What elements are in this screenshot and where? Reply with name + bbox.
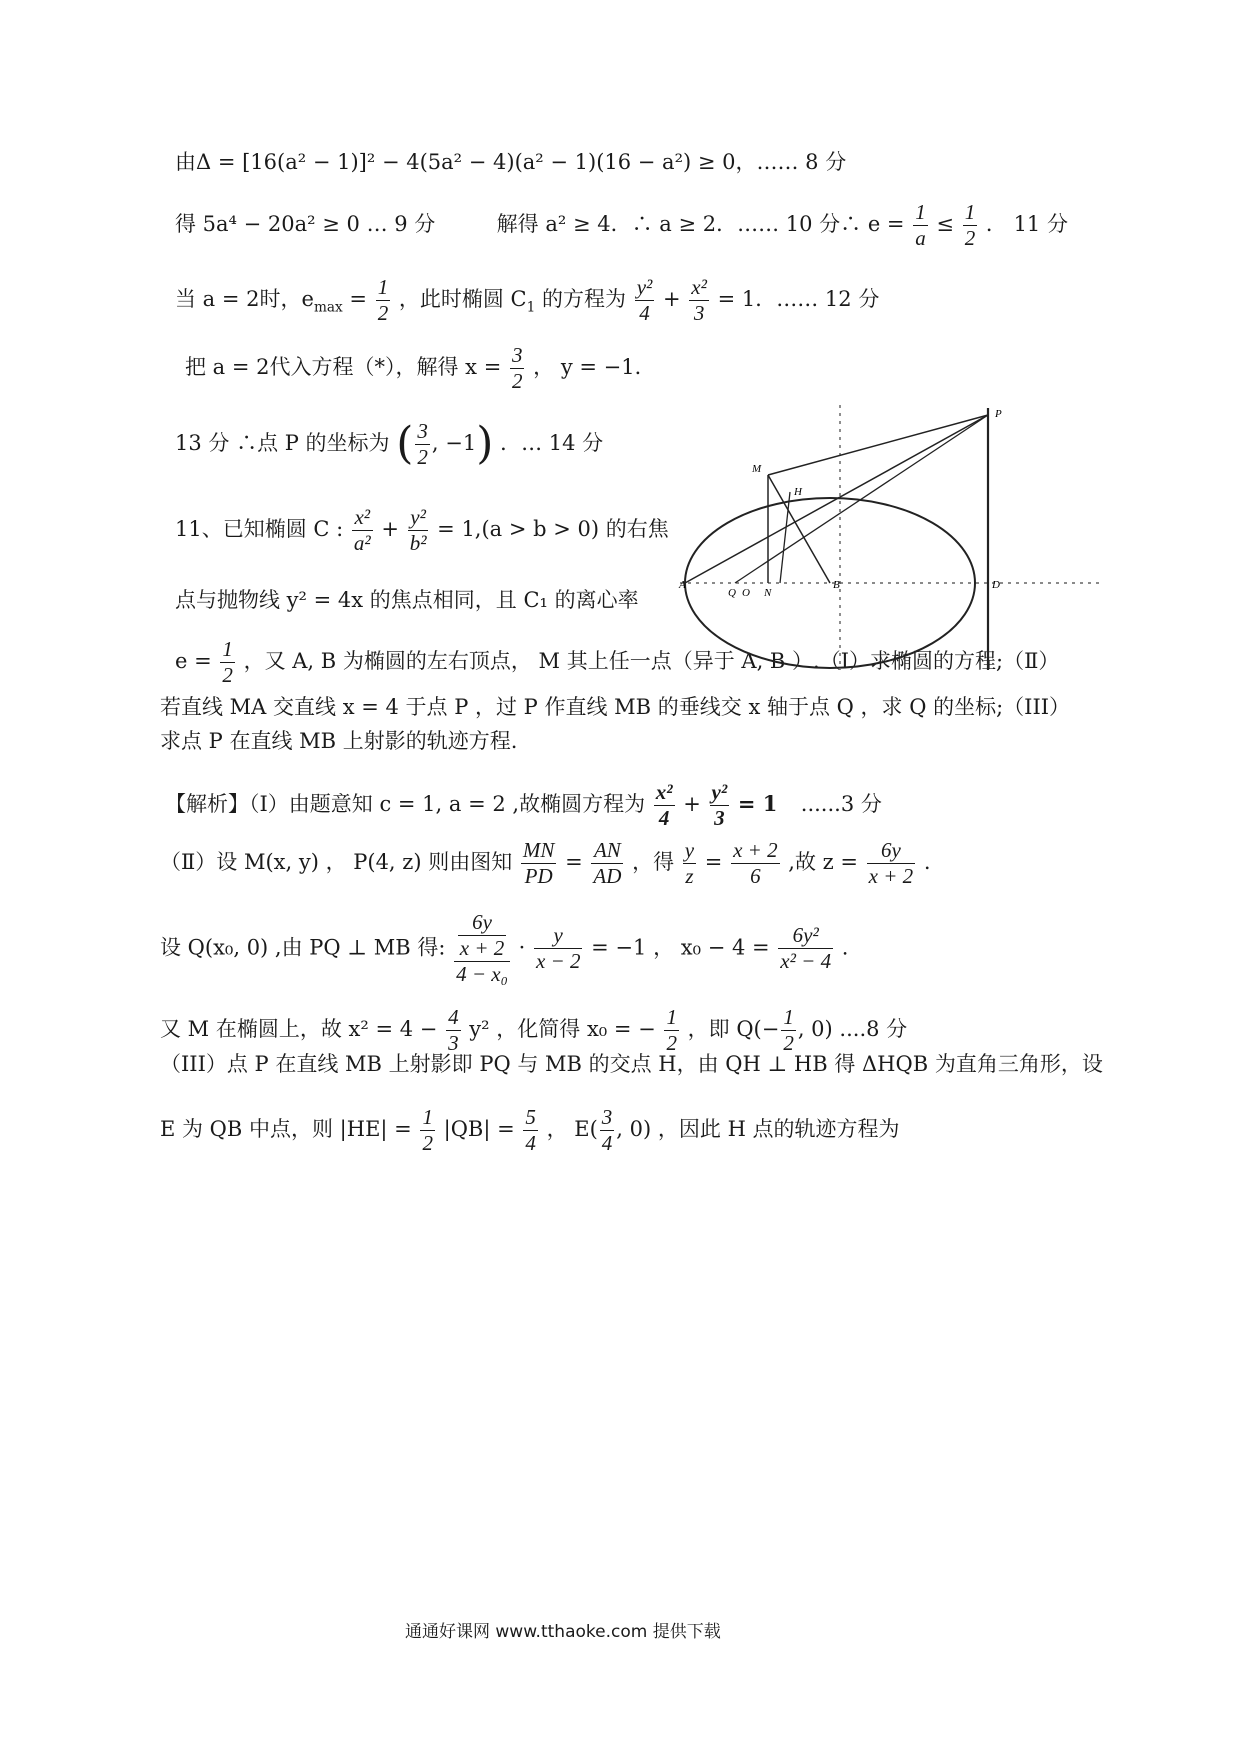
analysis-line-6 bbox=[160, 1105, 900, 1156]
fraction: $\frac{x + 2}{6}$ bbox=[733, 838, 778, 889]
fraction: $\frac{3}{2}$ bbox=[511, 343, 523, 394]
label-P: P bbox=[995, 408, 1002, 420]
label-H: H bbox=[794, 486, 802, 498]
line-text: ，此时椭圆 C bbox=[398, 287, 527, 312]
problem-11-line-2 bbox=[175, 588, 639, 613]
fraction: $\frac{\text{y²}}{3}$ bbox=[711, 780, 728, 831]
line-text: z = bbox=[822, 850, 858, 875]
fraction: $\frac{\text{x²}}{3}$ bbox=[691, 275, 707, 326]
fraction: $\frac{\text{x²}}{\text{a²}}$ bbox=[353, 505, 371, 556]
equals-sign: = bbox=[704, 850, 723, 875]
dot-operator: · bbox=[518, 935, 526, 960]
line-text: 求点 P 在直线 MB 上射影的轨迹方程. bbox=[160, 729, 518, 753]
fraction: $\frac{6y}{x + 2}$ bbox=[868, 838, 914, 889]
solution-line-4 bbox=[185, 343, 656, 394]
fraction: $\frac{\text{x²}}{4}$ bbox=[655, 780, 673, 831]
line-text: = 1 bbox=[737, 791, 778, 817]
line-text: ． 11 分 bbox=[985, 212, 1068, 237]
solution-line-1 bbox=[175, 150, 846, 175]
line-text: = 1,(a > b > 0) 的右焦 bbox=[437, 517, 669, 542]
line-text: e = bbox=[175, 649, 212, 674]
label-O: O bbox=[742, 587, 750, 599]
line-text: 点与抛物线 y² = 4x 的焦点相同，且 C₁ 的离心率 bbox=[175, 588, 639, 612]
fraction: $\frac{1}{2}$ bbox=[422, 1105, 433, 1156]
equals-sign: = bbox=[565, 850, 583, 875]
line-text: ， y = −1． bbox=[533, 355, 656, 380]
line-text: ，又 A, B 为椭圆的左右顶点， M 其上任一点（异于 A, B ）.（Ⅰ）求椭圆的方程;（Ⅱ） bbox=[243, 649, 1060, 674]
line-text: ,故 bbox=[788, 850, 816, 875]
line-text: ，即 bbox=[687, 1017, 730, 1042]
label-A: A bbox=[679, 579, 686, 591]
line-text: , 0) bbox=[797, 1017, 833, 1042]
analysis-line-4 bbox=[160, 1005, 907, 1056]
line-text: 的方程为 bbox=[542, 287, 626, 312]
analysis-line-5 bbox=[160, 1052, 1103, 1077]
analysis-line-2 bbox=[160, 838, 931, 889]
fraction: $\frac{\text{y²}}{4}$ bbox=[636, 275, 653, 326]
fraction: $\frac{4}{3}$ bbox=[448, 1005, 459, 1056]
line-text: 又 M 在椭圆上，故 bbox=[160, 1017, 342, 1042]
fraction: $\frac{1}{2}$ bbox=[222, 637, 233, 688]
problem-11-line-1 bbox=[175, 505, 669, 556]
label-Q: Q bbox=[728, 587, 736, 599]
score-note: ......3 分 bbox=[800, 792, 882, 817]
fraction: $\frac{\text{6y²}}{\text{x² − 4}}$ bbox=[780, 923, 832, 974]
line-text: x₀ = − bbox=[586, 1017, 656, 1042]
score-note: ....8 分 bbox=[839, 1017, 908, 1042]
period: . bbox=[923, 850, 931, 875]
problem-11-line-4 bbox=[160, 695, 1070, 720]
line-text: 若直线 MA 交直线 x = 4 于点 P ，过 P 作直线 MB 的垂线交 x 轴于点 Q ，求 Q 的坐标;（III） bbox=[160, 695, 1071, 719]
period: . bbox=[841, 935, 849, 960]
footer-credit bbox=[405, 1622, 721, 1642]
problem-11-line-5 bbox=[160, 729, 517, 754]
line-MP bbox=[768, 415, 988, 475]
line-text: 解得 a² ≥ 4．∴ a ≥ 2．…… 10 分∴ e = bbox=[496, 212, 905, 237]
line-text: E( bbox=[574, 1117, 598, 1142]
line-text: 把 a = 2代入方程（*），解得 x = bbox=[185, 355, 502, 380]
subscript: max bbox=[313, 299, 343, 316]
line-text: ，因此 H 点的轨迹方程为 bbox=[657, 1117, 900, 1142]
line-text: 13 分 ∴点 P 的坐标为 bbox=[175, 430, 390, 455]
fraction: $\frac{y}{x - 2}$ bbox=[535, 923, 581, 974]
line-text: |QB| = bbox=[443, 1117, 515, 1142]
line-text: 当 a = 2时，e bbox=[175, 287, 314, 312]
line-text: ，化简得 bbox=[496, 1017, 581, 1042]
fraction: $\frac{3}{2}$ bbox=[417, 418, 428, 469]
line-text: （III）点 P 在直线 MB 上射影即 PQ 与 MB 的交点 H，由 QH ⊥ HB 得 ΔHQB 为直角三角形，设 bbox=[160, 1052, 1103, 1076]
line-text: 11、已知椭圆 C : bbox=[175, 517, 344, 542]
left-paren: ( bbox=[396, 418, 414, 469]
line-text: 设 Q(x₀, 0) ,由 PQ ⊥ MB 得: bbox=[160, 935, 446, 960]
plus-sign: + bbox=[663, 287, 681, 312]
fraction: $\frac{\text{y²}}{\text{b²}}$ bbox=[409, 505, 427, 556]
footer-text: 通通好课网 www.tthaoke.com 提供下载 bbox=[405, 1622, 721, 1642]
analysis-line-3 bbox=[160, 910, 848, 988]
line-text: 【解析】（Ⅰ）由题意知 c = 1, a = 2 ,故椭圆方程为 bbox=[165, 792, 646, 817]
comma: ， bbox=[653, 935, 675, 960]
line-text: 由Δ = [16(a² − 1)]² − 4(5a² − 4)(a² − 1)(16 − a²) ≥ 0，…… 8 分 bbox=[175, 150, 847, 174]
fraction: $\frac{y}{z}$ bbox=[684, 838, 695, 889]
line-text: = 1．…… 12 分 bbox=[717, 287, 880, 312]
line-text: Q(− bbox=[736, 1017, 780, 1042]
line-text: ．… 14 分 bbox=[500, 430, 604, 455]
equals-sign: = bbox=[349, 287, 367, 312]
leq-sign: ≤ bbox=[936, 212, 955, 237]
compound-fraction: $\frac{\frac{6y}{x + 2}}{\text{4 − x₀}}$ bbox=[456, 910, 508, 987]
solution-line-5 bbox=[175, 418, 603, 471]
label-D: D bbox=[992, 579, 1000, 591]
plus-sign: + bbox=[381, 517, 399, 542]
line-text: y² bbox=[469, 1017, 490, 1042]
label-N: N bbox=[764, 587, 772, 599]
point-y: , −1 bbox=[431, 430, 477, 455]
label-M: M bbox=[752, 463, 762, 475]
fraction: $\frac{1}{2}$ bbox=[666, 1005, 677, 1056]
fraction: $\frac{5}{4}$ bbox=[525, 1105, 536, 1156]
line-text: x² = 4 − bbox=[348, 1017, 438, 1042]
analysis-line-1 bbox=[165, 780, 882, 831]
subscript: 1 bbox=[526, 299, 536, 316]
fraction: $\frac{1}{2}$ bbox=[377, 275, 389, 326]
label-B: B bbox=[833, 579, 840, 591]
line-text: 得 5a⁴ − 20a² ≥ 0 … 9 分 bbox=[175, 212, 436, 237]
line-text: = −1 bbox=[591, 935, 647, 960]
fraction: $\frac{AN}{AD}$ bbox=[593, 838, 622, 889]
line-text: （Ⅱ）设 M(x, y) ， P(4, z) 则由图知 bbox=[160, 850, 513, 875]
solution-line-2 bbox=[175, 200, 1068, 251]
right-paren: ) bbox=[476, 418, 494, 469]
fraction: $\frac{1}{a}$ bbox=[915, 200, 926, 251]
fraction: $\frac{1}{2}$ bbox=[783, 1005, 794, 1056]
plus-sign: + bbox=[683, 792, 701, 817]
line-AP bbox=[685, 415, 988, 583]
line-text: x₀ − 4 = bbox=[680, 935, 770, 960]
comma: ， bbox=[546, 1117, 568, 1142]
line-text: , 0) bbox=[616, 1117, 652, 1142]
line-text: E 为 QB 中点，则 |HE| = bbox=[160, 1117, 412, 1142]
line-text: ，得 bbox=[632, 850, 675, 875]
line-QP bbox=[735, 415, 988, 583]
fraction: $\frac{MN}{PD}$ bbox=[522, 838, 555, 889]
fraction: $\frac{3}{4}$ bbox=[601, 1105, 613, 1156]
ellipse-diagram bbox=[680, 400, 1110, 680]
solution-line-3 bbox=[175, 275, 879, 326]
fraction: $\frac{1}{2}$ bbox=[964, 200, 976, 251]
